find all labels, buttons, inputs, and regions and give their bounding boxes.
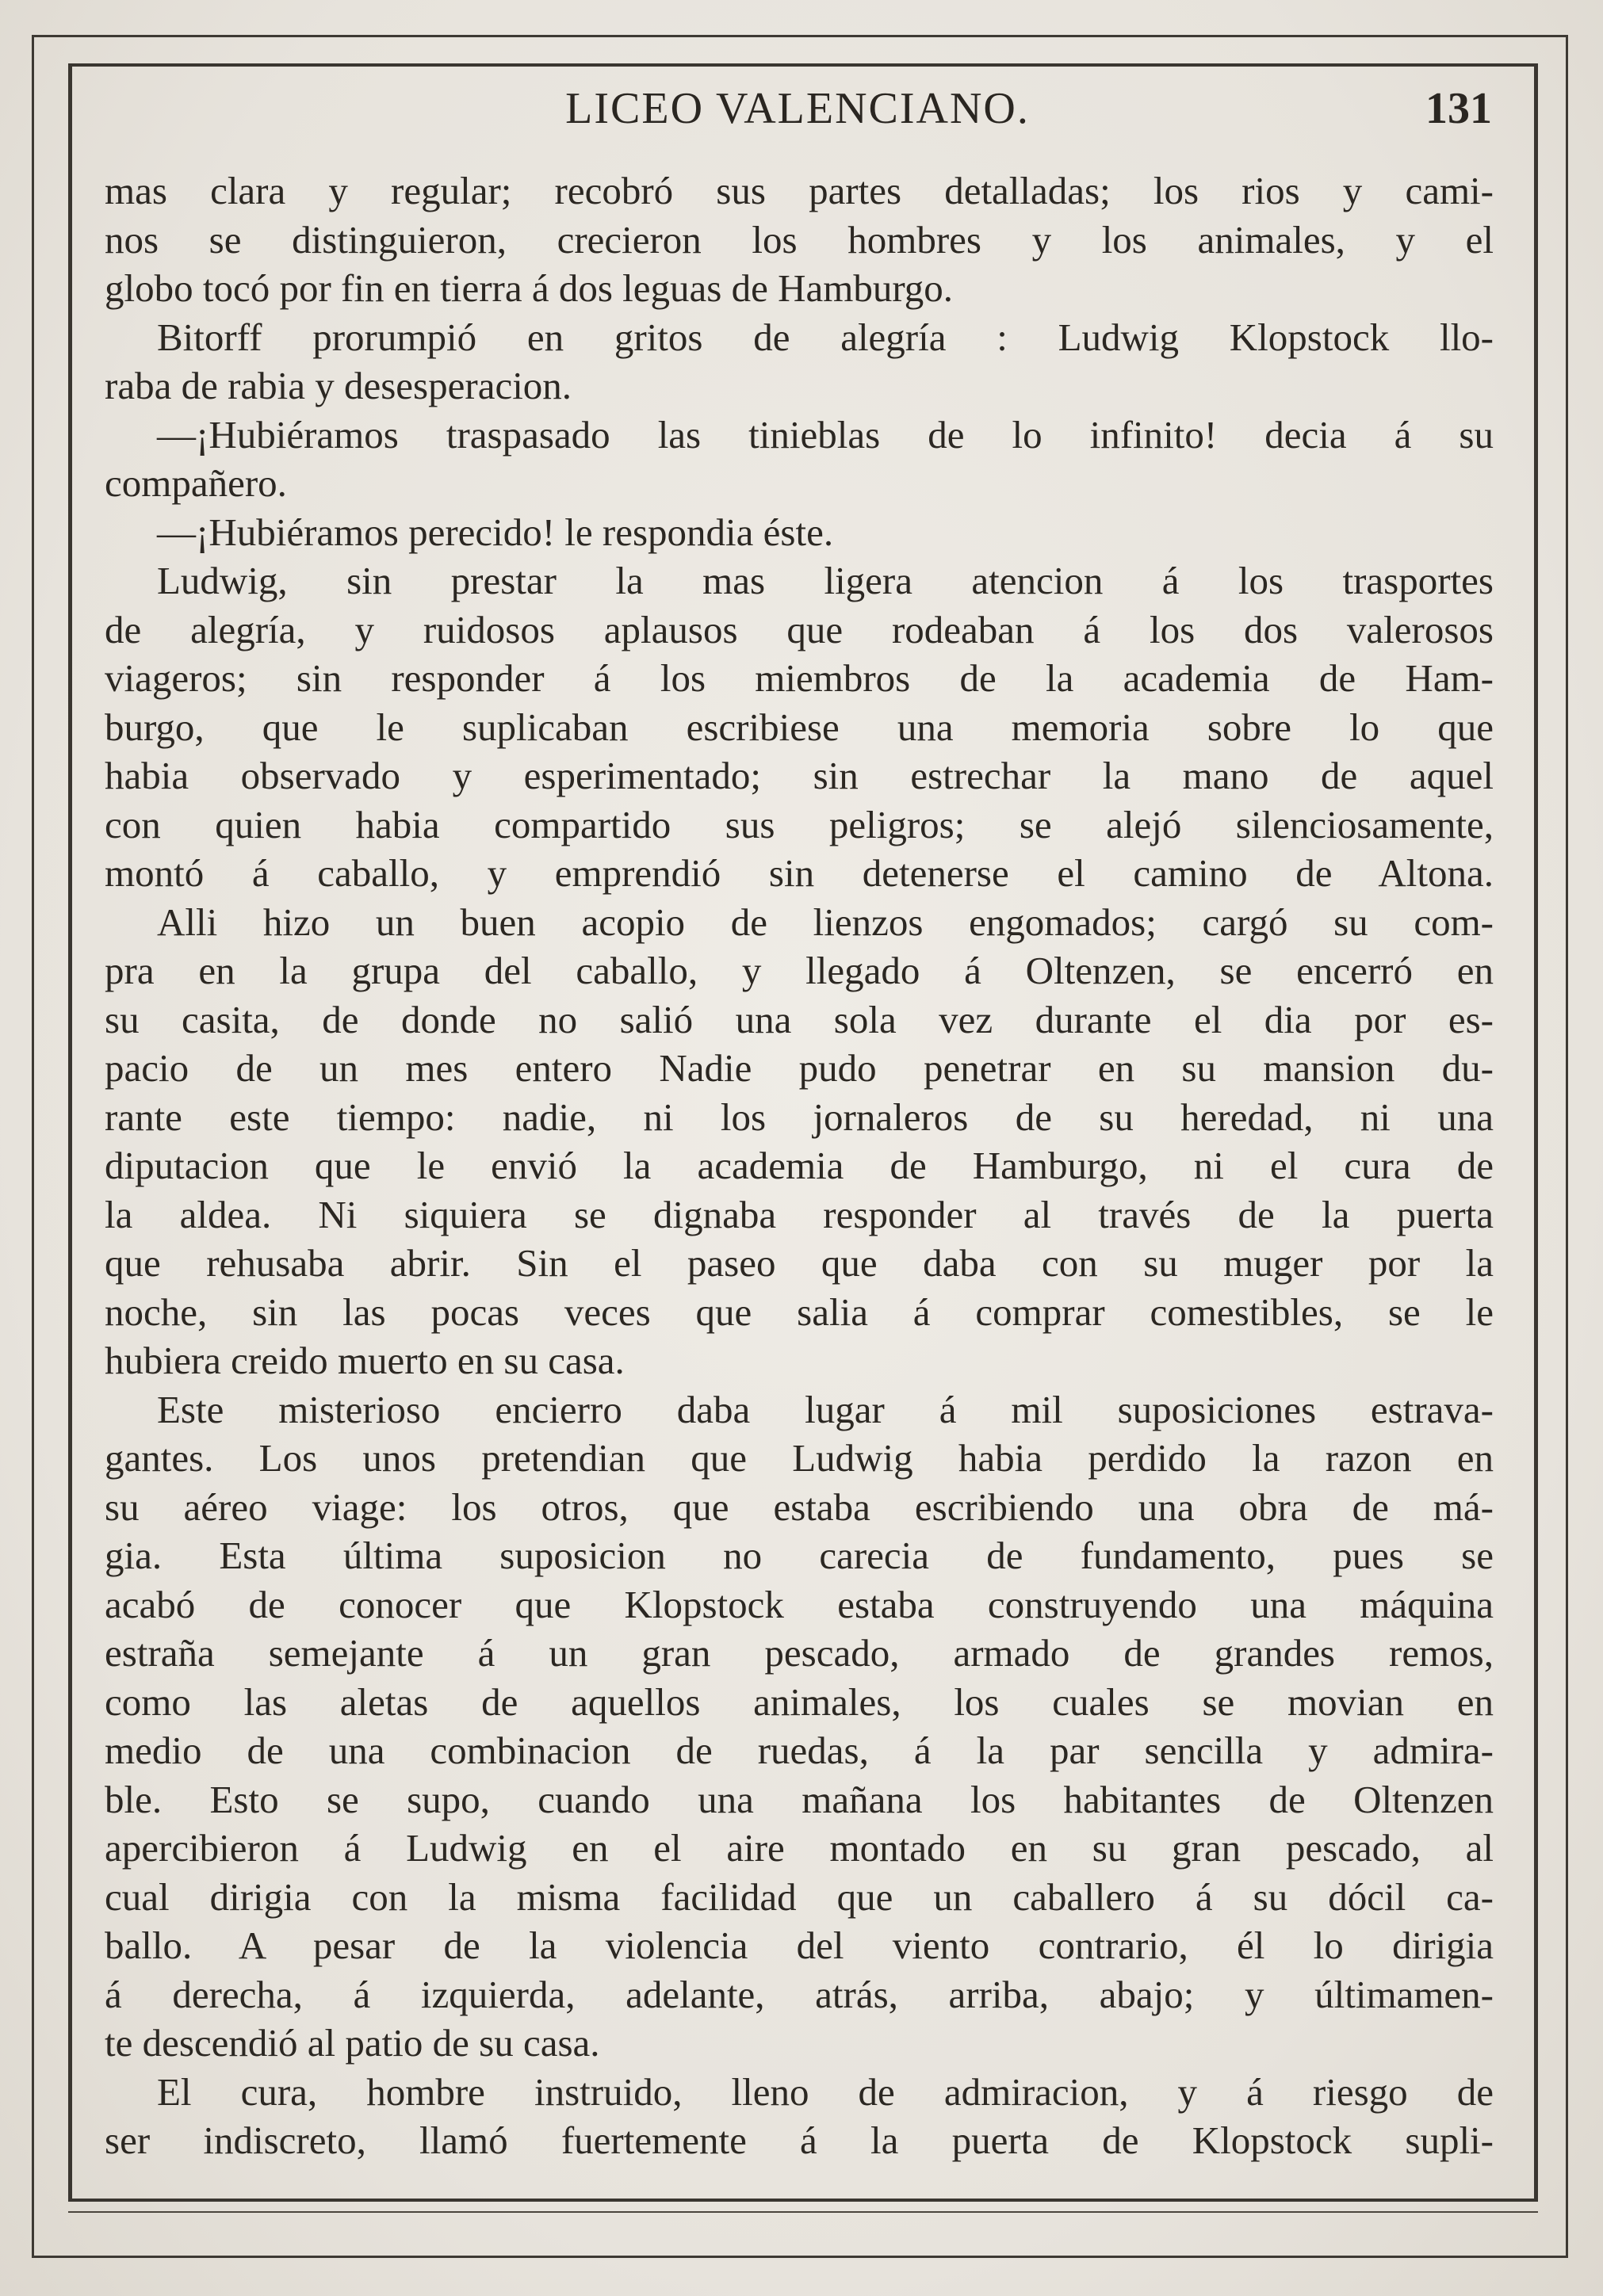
text-line: noche, sin las pocas veces que salia á comprar comestibles, se le — [105, 1289, 1494, 1334]
text-line: su casita, de donde no salió una sola vez durante el dia por es- — [105, 997, 1494, 1041]
text-line: globo tocó por fin en tierra á dos leguas de Hamburgo. — [105, 266, 954, 310]
text-line: cual dirigia con la misma facilidad que un caballero á su dócil ca- — [105, 1874, 1494, 1919]
text-line: medio de una combinacion de ruedas, á la par sencilla y admira- — [105, 1729, 1494, 1772]
text-line: como las aletas de aquellos animales, los cuales se movian en — [105, 1679, 1494, 1724]
text-line: de alegría, y ruidosos aplausos que rodeaban á los dos valerosos — [105, 607, 1494, 651]
text-line: la aldea. Ni siquiera se dignaba responder al través de la puerta — [105, 1192, 1494, 1236]
text-line: con quien habia compartido sus peligros; se alejó silenciosamente, — [105, 802, 1494, 846]
text-line: nos se distinguieron, crecieron los hombres y los animales, y el — [105, 217, 1494, 262]
text-line: pra en la grupa del caballo, y llegado á Oltenzen, se encerró en — [105, 949, 1494, 992]
text-line: Este misterioso encierro daba lugar á mil suposiciones estrava- — [157, 1387, 1494, 1431]
text-line: —¡Hubiéramos perecido! le respondia éste. — [157, 510, 834, 554]
paragraph — [105, 2068, 1494, 2165]
text-line: su aéreo viage: los otros, que estaba escribiendo una obra de má- — [105, 1484, 1494, 1529]
paragraph — [105, 166, 1494, 313]
paragraph — [105, 1385, 1494, 2068]
text-line: que rehusaba abrir. Sin el paseo que daba con su muger por la — [105, 1241, 1494, 1285]
text-line: Alli hizo un buen acopio de lienzos engomados; cargó su com- — [157, 900, 1494, 944]
text-line: gantes. Los unos pretendian que Ludwig habia perdido la razon en — [105, 1436, 1494, 1480]
text-line: diputacion que le envió la academia de Hamburgo, ni el cura de — [105, 1144, 1494, 1187]
text-line: habia observado y esperimentado; sin estrechar la mano de aquel — [105, 754, 1494, 797]
text-line: viageros; sin responder á los miembros de la academia de Ham- — [105, 656, 1494, 700]
text-line: te descendió al patio de su casa. — [105, 2021, 600, 2065]
text-line: estraña semejante á un gran pescado, armado de grandes remos, — [105, 1631, 1494, 1675]
text-line: acabó de conocer que Klopstock estaba construyendo una máquina — [105, 1582, 1494, 1626]
text-line: hubiera creido muerto en su casa. — [105, 1339, 625, 1382]
text-line: pacio de un mes entero Nadie pudo penetrar en su mansion du- — [105, 1046, 1494, 1090]
text-line: ballo. A pesar de la violencia del viento contrario, él lo dirigia — [105, 1924, 1494, 1967]
text-line: ble. Esto se supo, cuando una mañana los habitantes de Oltenzen — [105, 1777, 1494, 1821]
bottom-rule — [68, 2211, 1538, 2213]
body-text — [105, 166, 1494, 2165]
paragraph — [105, 313, 1494, 411]
running-head: LICEO VALENCIANO. — [565, 84, 1030, 133]
text-line: rante este tiempo: nadie, ni los jornaleros de su heredad, ni una — [105, 1095, 1494, 1139]
paragraph — [105, 411, 1494, 508]
text-line: gia. Esta última suposicion no carecia de fundamento, pues se — [105, 1534, 1494, 1577]
text-line: apercibieron á Ludwig en el aire montado en su gran pescado, al — [105, 1826, 1494, 1870]
text-line: mas clara y regular; recobró sus partes detalladas; los rios y cami- — [105, 169, 1494, 212]
page-number: 131 — [1425, 84, 1492, 133]
page-header — [103, 83, 1492, 147]
text-line: Bitorff prorumpió en gritos de alegría : Ludwig Klopstock llo- — [157, 315, 1494, 359]
text-line: ser indiscreto, llamó fuertemente á la puerta de Klopstock supli- — [105, 2118, 1494, 2162]
text-line: á derecha, á izquierda, adelante, atrás, arriba, abajo; y últimamen- — [105, 1972, 1494, 2016]
text-line: —¡Hubiéramos traspasado las tinieblas de lo infinito! decia á su — [157, 412, 1494, 457]
paragraph — [105, 508, 1494, 557]
text-line: raba de rabia y desesperacion. — [105, 364, 572, 407]
text-line: Ludwig, sin prestar la mas ligera atencion á los trasportes — [157, 559, 1494, 602]
paragraph — [105, 556, 1494, 898]
text-line: montó á caballo, y emprendió sin detenerse el camino de Altona. — [105, 851, 1494, 895]
text-line: compañero. — [105, 461, 287, 505]
text-line: burgo, que le suplicaban escribiese una memoria sobre lo que — [105, 705, 1494, 749]
text-line: El cura, hombre instruido, lleno de admiracion, y á riesgo de — [157, 2069, 1494, 2114]
paragraph — [105, 898, 1494, 1385]
